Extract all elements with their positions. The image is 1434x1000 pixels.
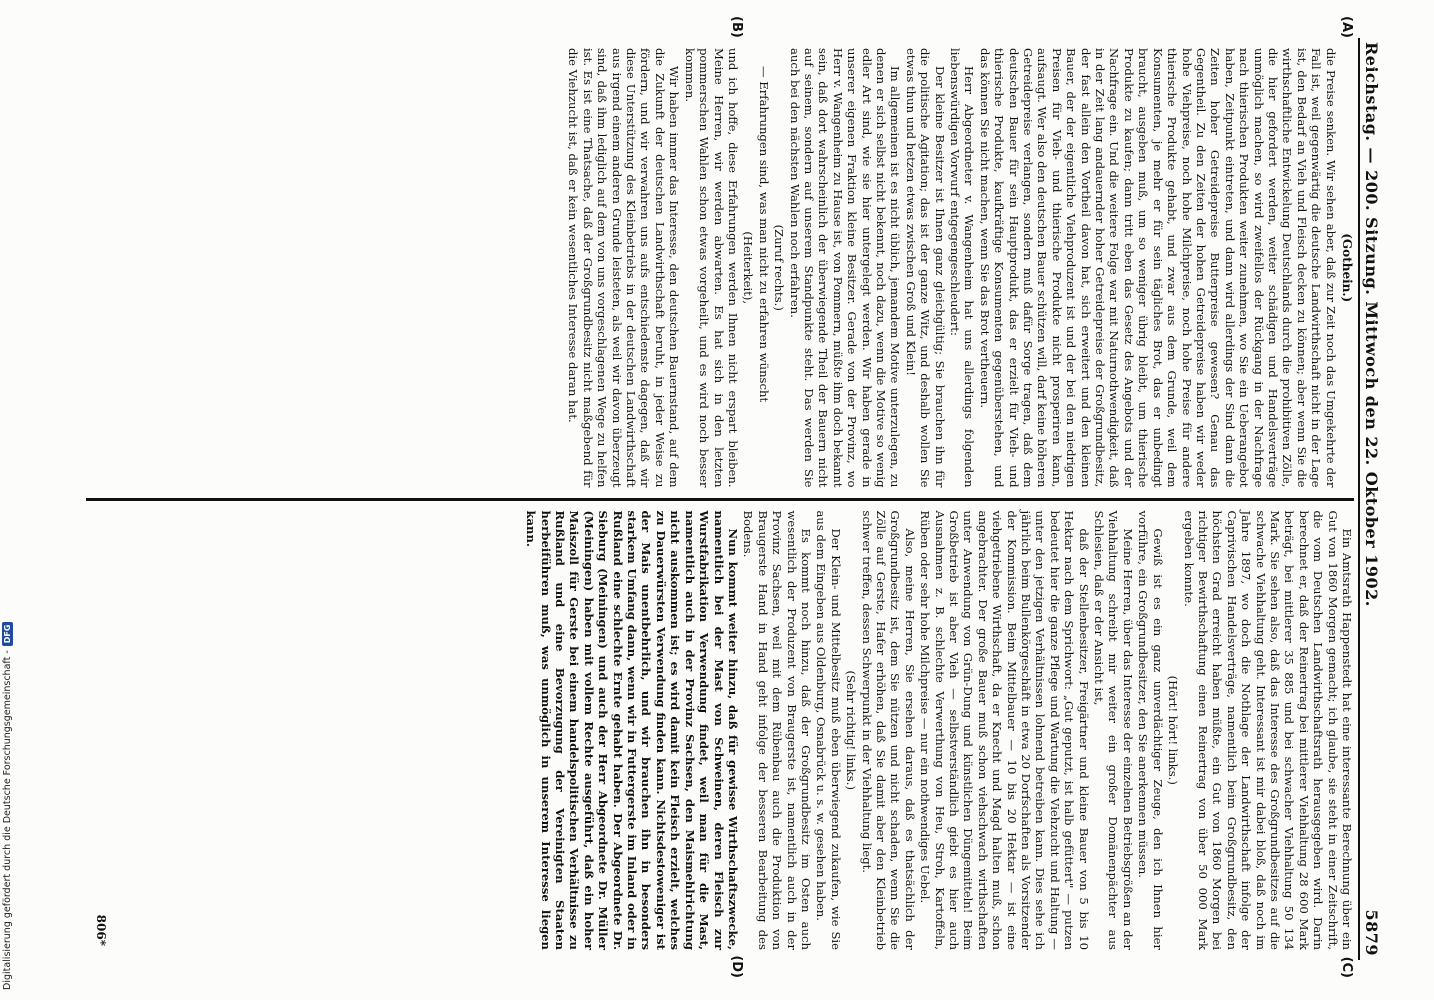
paragraph: Wir haben immer das Interesse, den deutschen Bauernstand, auf dem die Zukunft der deutschen Landwirthschaft beruht, in jeder Weise zu fördern, und wir verwahren uns aufs entschiedenste dagegen, daß wir diese Unterstützung des Kleinbetriebs in der deutschen Landwirthschaft aus irgend einem anderen Grunde leisteten, als weil wir davon überzeugt sind, daß ihm lediglich auf dem von uns vorgeschlagenen Wege zu helfen ist. Es ist eine Thatsache, daß der Großgrundbesitz nicht maßgebend für die Viehzucht ist, daß er kein wesentliches Interesse daran hat. [566,48,682,488]
paragraph: Im allgemeinen ist es nicht üblich, jemandem Motive unterzulegen, zu denen er sich selbst nicht bekennt, noch dazu, wenn die Motive so wenig edler Art sind, wie sie hier untergelegt werden. Wir haben gerade in unserer eigenen Fraktion kleine Besitzer. Gerade von der Provinz, wo Herr v. Wangenheim zu Hause ist, von Pommern, müßte ihm doch bekannt sein, daß dort wahrscheinlich der überwiegende Theil der Bauern nicht auf seinem, sondern auf unserem Standpunkte steht. Das werden Sie auch bei den nächsten Wahlen noch erfahren. [787,48,903,488]
speaker-label: (Gothein.) [1340,233,1354,303]
interjection: (Zuruf rechts.) [772,224,787,311]
interjection: (Hört! hört! links.) [1166,675,1181,785]
signature-mark: 806* [94,914,109,946]
paragraph: Nun kommt weiter hinzu, daß für gewisse Wirthschaftszwecke, namentlich bei der Mast von Schweinen, deren Fleisch zur Wurstfabrikation Verwendung findet, weil man für die Mast, namentlich auch in der Provinz Sachsen, den Maismehlrichtung nicht auskommen ist; es wird damit kein Fleisch erzielt, welches zu Dauerwürsten Verwendung finden kann. Nichtsdestoweniger ist der Mais unentbehrlich, und wir brauchen ihn in besonders starkem Umfang dann, wenn wir in Futtergerste im Inland oder in Rußland eine schlechte Ernte gehabt haben. Der Abgeordnete Dr. Sieburg (Meiningen) und auch der Herr Abgeordnete Dr. Müller (Meiningen) haben mit vollem Rechte ausgeführt, daß ein hoher Maiszoll für Gerste bei einem handelspolitischen Verhältnisse zu Rußland und eine Bevorzugung der Vereinigten Staaten herbeiführen muß, was unmöglich in unserem Interesse liegen kann. [524,510,740,950]
margin-marker-c: (C) [1339,956,1354,978]
left-column [86,38,1354,498]
paragraph: und ich hoffe, diese Erfahrungen werden Ihnen nicht erspart bleiben. Meine Herren, wir werden abwarten. Es hat sich in den letzten pommerschen Wahlen schon etwas vorgeheilt, und es wird noch besser kommen. [682,48,740,488]
right-column [86,501,1354,961]
quote-paragraph: Der kleine Besitzer ist Ihnen ganz gleichgültig; Sie brauchen ihn für die politische Agitation; das ist der ganze Witz, und deshalb wollen Sie etwas thun und hetzen etwas zwischen Groß und Klein! [903,48,947,488]
paragraph: Der Klein- und Mittelbesitz muß eben überwiegend zukaufen, wie Sie aus dem Eingeben aus Oldenburg, Osnabrück u. s. w. gesehen haben. [814,510,843,950]
rotated-newspaper-sheet [74,12,1384,978]
paragraph: — Erfahrungen sind, was man nicht zu erfahren wünscht [756,66,771,403]
page-title: Reichstag. — 200. Sitzung. Mittwoch den 22. Oktober 1902. [1362,42,1382,607]
paragraph: Meine Herren, über das Interesse der einzelnen Betriebsgrößen an der Viehhaltung schreibt mir weiter ein großer Domänenpächter aus Schlesien, daß er der Ansicht ist, [1092,510,1135,950]
margin-marker-a: (A) [1339,16,1354,38]
credit-text: Digitalisierung gefördert durch die Deutsche Forschungsgemeinschaft - [2,650,13,990]
paragraph: Ein Amtsrath Happenstedt hat eine interessante Berechnung über ein Gut von 1860 Morgen gemacht; ich glaube, sie steht in einer Zeitschrift, die vom Deutschen Landwirthschaftsrath herausgegeben wird. Darin berechnet er, daß der Reinertrag bei mittlerer Viehhaltung 28 600 Mark beträgt, bei mittlerer 35 885 und bei schwacher Viehhaltung 50 134 Mark. Sie sehen also, daß das Interesse des Großgrundbesitzes auf die schwache Viehhaltung geht. Interessant ist mir dabei bloß, daß noch im Jahre 1897, wo doch die Nothlage der Landwirthschaft infolge der Caprivischen Handelsverträge, namentlich beim Großgrundbesitz, den höchsten Grad erreicht haben müßte, ein Gut von 1860 Morgen bei richtiger Bewirthschaftung einen Reinertrag von über 50 000 Mark ergeben konnte. [1181,510,1354,950]
paragraph: Es kommt noch hinzu, daß der Großgrundbesitz im Osten auch wesentlich der Produzent von Braugerste ist, namentlich auch in der Provinz Sachsen, weil mit dem Rübenbau auch die Produktion von Braugerste Hand in Hand geht infolge der besseren Bearbeitung des Bodens. [741,510,813,950]
paragraph: die Preise senken. Wir sehen aber, daß zur Zeit noch das Umgekehrte der Fall ist, weil gegenwärtig die deutsche Landwirthschaft nicht in der Lage ist, den Bedarf an Vieh und Fleisch decken zu können; aber wenn Sie die wirthschaftliche Entwickelung Deutschlands durch die prohibitiven Zölle, die hier gefordert werden, weiter schädigen und Handelsverträge unmöglich machen, so wird zweifellos der Rückgang in der Nachfrage nach thierischen Produkten weiter zunehmen, wo Sie ein Ueberangebot haben, Zeitpunkt eintreten, und dann wird allerdings der Sind dann die Zeiten hoher Getreidepreise Butterpreise gewesen? Genau das Gegentheil. Zu den Zeiten der hohen Getreidepreise haben wir weder hohe Viehpreise, noch hohe Milchpreise, noch hohe Preise für andere thierische Produkte gehabt, und zwar aus dem Grunde, weil dem Konsumenten, je mehr er für sein tägliches Brot, das er unbedingt braucht, ausgeben muß, um so weniger übrig bleibt, um thierische Produkte zu kaufen; dann tritt eben das Gesetz des Angebots und der Nachfrage ein. Und die weitere Folge war mit Naturnothwendigkeit, daß in der Zeit lang andauernder hoher Getreidepreise der Großgrundbesitz, der fast allein den Vortheil davon hat, sich erweitert und den kleinen Bauer, der der eigentliche Viehproduzent ist und der bei den niedrigen Preisen für Vieh- und thierische Produkte nicht prosperiren kann, aufsaugt. Wer also den deutschen Bauer schützen will, darf keine höheren Getreidepreise verlangen, sondern muß dafür Sorge tragen, daß dem deutschen Bauer für sein Hauptprodukt, das er erzielt für Vieh- und thierische Produkte, kaufkräftige Konsumenten gegenüberstehen, und das können Sie nicht machen, wenn Sie das Brot vertheuern. [977,48,1338,488]
interjection: (Heiterkeit), [741,231,756,305]
header-rule [1358,38,1360,960]
margin-marker-d: (D) [729,955,744,978]
quote-paragraph: daß der Stellenbesitzer, Freigärtner und kleine Bauer von 5 bis 10 Hektar nach dem Sprichwort: „Gut geputzt, ist halb gefüttert" — putzen bedeutet hier die ganze Pflege und Wartung die Viehzucht und Haltung — unter den jetzigen Verhältnissen lohnend betreiben kann. Dies sehe ich jährlich beim Bullenkörgeschäft in etwa 20 Dorfschaften als Vorsitzender der Kommission. Beim Mittelbauer — 10 bis 20 Hektar — ist eine viehgetriebene Wirthschaft, da er Knecht und Magd halten muß, schon angebrachter. Der große Bauer muß schon viehschwach wirthschaften unter Anwendung von Grün-Dung und künstlichen Düngemitteln! Beim Großbetrieb ist aber Vieh — selbstverständlich giebt es hier auch Ausnahmen z. B. schlechte Verwerthung von Heu, Stroh, Kartoffeln, Rüben oder sehr hohe Milchpreise — nur ein nothwendiges Uebel. [918,510,1091,950]
paragraph: Herr Abgeordneter v. Wangenheim hat uns allerdings folgenden liebenswürdigen Vorwurf entgegengeschleudert: [948,48,977,488]
text-columns [86,38,1354,960]
running-head [1360,38,1384,960]
interjection: (Sehr richtig! links.) [844,670,859,790]
margin-marker-b: (B) [729,16,744,38]
page-number: 5879 [1362,909,1382,956]
digitization-credit [2,622,13,990]
paragraph: Gewiß ist es ein ganz unverdächtiger Zeuge, den ich Ihnen hier vorführe, ein Großgrundbesitzer, den Sie anerkennen müssen. [1136,510,1165,950]
paragraph: Also, meine Herren, Sie ersehen daraus, daß es thatsächlich der Großgrundbesitz ist, dem Sie nützen und nicht schaden, wenn Sie die Zölle auf Gerste, Hafer erhöhen, daß Sie damit aber den Kleinbetrieb schwer treffen, dessen Schwerpunkt in der Viehhaltung liegt. [859,510,917,950]
dfg-logo: DFG [2,622,13,647]
